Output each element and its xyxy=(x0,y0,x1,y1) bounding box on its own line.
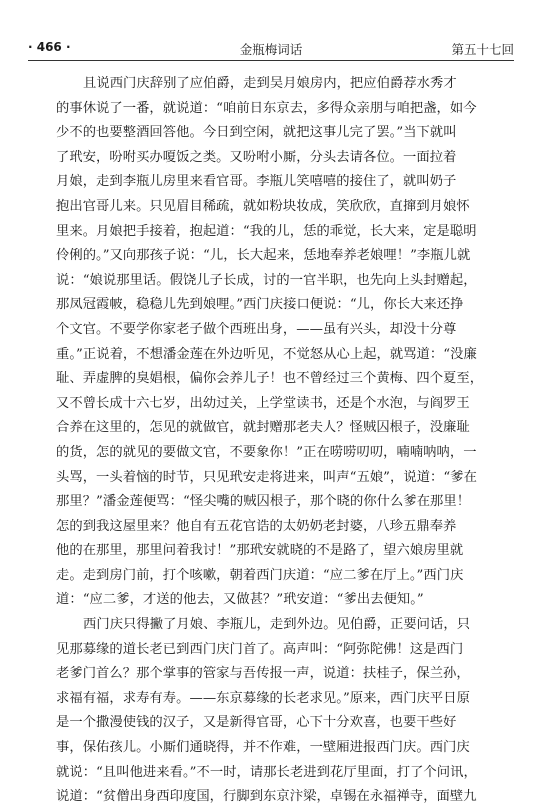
text-line: 说：“娘说那里话。假饶儿子长成，讨的一官半职，也先向上头封赠起， xyxy=(56,272,477,288)
text-line: 重。”正说着，不想潘金莲在外边听见，不觉怒从心上起，就骂道：“没廉 xyxy=(56,346,477,362)
text-line: 见那募缘的道长老已到西门庆门首了。高声叫：“阿弥陀佛！这是西门 xyxy=(56,641,464,657)
running-header xyxy=(28,38,514,58)
book-title: 金瓶梅词话 xyxy=(239,42,303,57)
text-line: 是一个撒漫使钱的汉子，又是新得官哥，心下十分欢喜，也要干些好 xyxy=(56,715,457,731)
text-line: 合养在这里的，怎见的就做官，就封赠那老夫人？怪贼囚根子，没廉耻 xyxy=(56,420,470,436)
text-line: 里来。月娘把手接着，抱起道：“我的儿，恁的乖觉，长大来，定是聪明 xyxy=(56,223,477,239)
text-line: 怎的到我这屋里来？他自有五花官诰的太奶奶老封婆，八珍五鼎奉养 xyxy=(56,518,457,534)
text-line: 的货，怎的就见的要做文官，不要象你！”正在唠唠叨叨，喃喃呐呐，一 xyxy=(56,444,477,460)
text-line: 的事休说了一番，就说道：“咱前日东京去，多得众亲朋与咱把盏，如今 xyxy=(56,100,477,116)
text-line: 且说西门庆辞别了应伯爵，走到吴月娘房内，把应伯爵荐水秀才 xyxy=(83,76,457,91)
chapter-title: 第五十七回 xyxy=(451,42,514,57)
text-line: 又不曾长成十六七岁，出幼过关，上学堂读书，还是个水泡，与阎罗王 xyxy=(56,395,470,411)
page-number: · 466 · xyxy=(28,40,71,54)
text-line: 月娘，走到李瓶儿房里来看官哥。李瓶儿笑嘻嘻的接住了，就叫奶子 xyxy=(56,174,457,190)
body-text xyxy=(56,72,514,810)
text-line: 道：“应二爹，才送的他去，又做甚？”玳安道：“爹出去便知。” xyxy=(56,592,424,608)
text-line: 了玳安，吩咐买办嗄饭之类。又吩咐小厮，分头去请各位。一面拉着 xyxy=(56,149,457,165)
text-line: 事，保佑孩儿。小厮们通晓得，并不作难，一壁厢进报西门庆。西门庆 xyxy=(56,740,470,756)
text-line: 抱出官哥儿来。只见眉目稀疏，就如粉块妆成，笑欣欣，直撺到月娘怀 xyxy=(56,198,470,214)
text-line: 走。走到房门前，打个咳嗽，朝着西门庆道：“应二爹在厅上。”西门庆 xyxy=(56,567,464,583)
header-rule xyxy=(28,60,514,61)
text-line: 伶俐的。”又向那孩子说：“儿，长大起来，恁地奉养老娘哩！”李瓶儿就 xyxy=(56,248,471,264)
text-line: 老爹门首么？那个掌事的管家与吾传报一声，说道：扶桂子，保兰孙， xyxy=(56,666,470,682)
text-line: 求福有福，求寿有寿。——东京募缘的长老求见。”原来，西门庆平日原 xyxy=(56,690,470,706)
text-line: 西门庆只得撇了月娘、李瓶儿，走到外边。见伯爵，正要问话，只 xyxy=(83,617,471,633)
text-line: 个文官。不要学你家老子做个西班出身，——虽有兴头，却没十分尊 xyxy=(56,321,457,337)
text-line: 那凤冠霞帔，稳稳儿先到娘哩。”西门庆接口便说：“儿，你长大来还挣 xyxy=(56,297,464,313)
text-line: 少不的也要整酒回答他。今日到空闲，就把这事儿完了罢。”当下就叫 xyxy=(56,125,457,141)
text-line: 说道：“贫僧出身西印度国，行脚到东京汴梁，卓锡在永福禅寺，面壁九 xyxy=(56,789,477,805)
text-line: 那里？”潘金莲便骂：“怪尖嘴的贼囚根子，那个晓的你什么爹在那里！ xyxy=(56,494,471,510)
text-line: 就说：“且叫他进来看。”不一时，请那长老进到花厅里面，打了个问讯， xyxy=(56,764,477,780)
text-line: 他的在那里，那里问着我讨！”那玳安就晓的不是路了，望六娘房里就 xyxy=(56,543,464,559)
text-line: 头骂，一头着恼的时节，只见玳安走将进来，叫声“五娘”，说道：“爹在 xyxy=(56,469,477,485)
text-line: 耻、弄虚脾的臭娼根，偏你会养儿子！也不曾经过三个黄梅、四个夏至， xyxy=(56,371,484,387)
